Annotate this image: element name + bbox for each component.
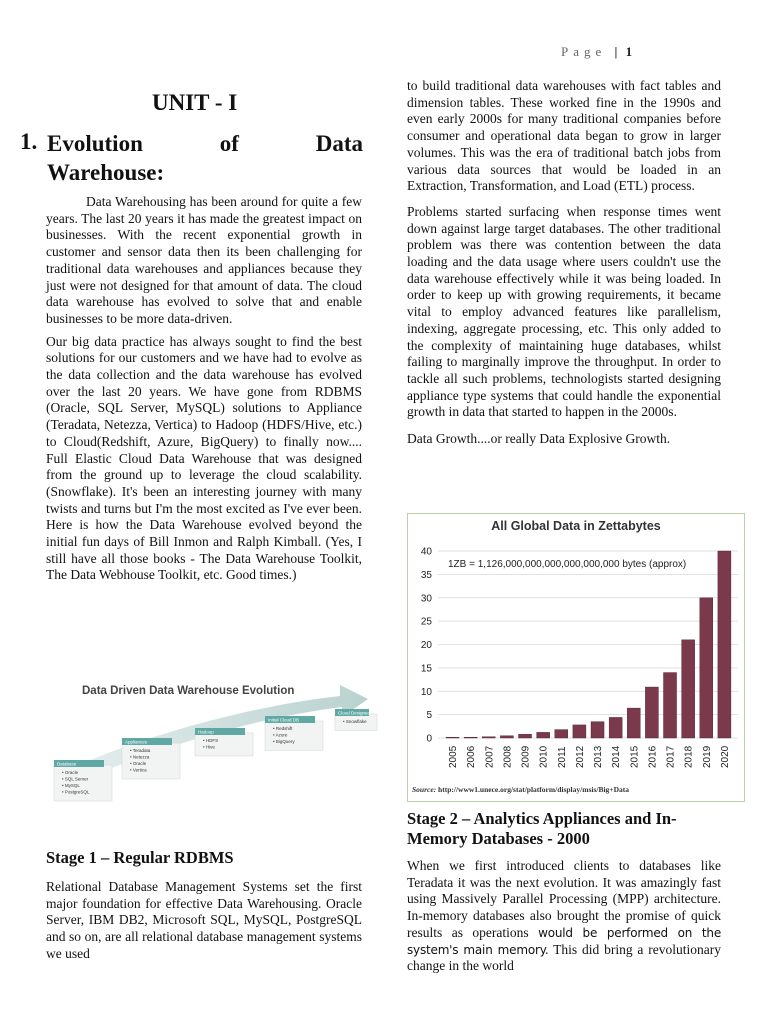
x-tick-label: 2019 (701, 745, 713, 768)
paragraph: Data Growth....or really Data Explosive Growth. (407, 431, 671, 447)
stage-item: • Oracle (62, 770, 79, 775)
x-tick-label: 2020 (719, 745, 731, 768)
evolution-diagram (50, 676, 380, 806)
x-tick-label: 2015 (629, 745, 641, 768)
stage-item: • BigQuery (273, 739, 295, 744)
bar (627, 708, 640, 738)
chart-source (412, 785, 629, 794)
stage2-heading: Stage 2 – Analytics Appliances and In-Memory Databases - 2000 (407, 809, 677, 848)
diagram-stage (122, 738, 180, 779)
page-number: Page | 1 (561, 44, 633, 59)
section-title-word: Data (315, 131, 363, 156)
section-title-word: of (219, 131, 239, 156)
paragraph: Our big data practice has always sought to find the best solutions for our customers and we have had to evolve as the data collection and the data warehouse has evolved over the last 20 years. We have gone from RDBMS (Oracle, SQL Server, MySQL) solutions to Appliance (Teradata, Netezza, Vertica) to Hadoop (HDFS/Hive, etc.) to Cloud(Redshift, Azure, BigQuery) to finally now.... Full Elastic Cloud Data Warehouse that was designed from the ground up to leverage the cloud scalability. (Snowflake). It's been an interesting journey with many twists and turns but I'm the most excited as I've ever been. Here is how the Data Warehouse evolved beyond the initial fun days of Bill Inmon and Ralph Kimball. (Yes, I still have all those books - The Data Warehouse Toolkit, The Data Webhouse Toolkit, etc. Good times.) (46, 333, 362, 583)
bar (591, 722, 604, 738)
bar (645, 687, 658, 738)
bar (519, 734, 532, 738)
x-tick-label: 2010 (538, 745, 550, 768)
section-title-word: Evolution (47, 131, 143, 156)
bar (573, 725, 586, 738)
diagram-stage (54, 760, 112, 801)
x-tick-label: 2013 (593, 745, 605, 768)
right-column-text (407, 78, 721, 448)
stage-label: Appliances (125, 739, 148, 745)
stage1-text (46, 879, 362, 963)
source-url: http://www1.unece.org/stat/platform/display/msis/Big+Data (438, 785, 629, 794)
stage-item: • Snowflake (343, 719, 367, 724)
intro-text (46, 194, 362, 584)
bar (537, 732, 550, 738)
alt-font-text: would be performed on the system's main memory. (407, 925, 721, 957)
stage-item: • HDFS (203, 738, 219, 743)
x-tick-label: 2017 (665, 745, 677, 768)
stage-item: • MySQL (62, 783, 80, 788)
bar (700, 598, 713, 738)
data-growth-chart (407, 513, 745, 802)
stage-label: Database (57, 761, 77, 767)
stage-item: • Teradata (130, 748, 151, 753)
paragraph: When we first introduced clients to databases like Teradata it was the next evolution. It was amazingly fast using Massively Parallel Processing (MPP) architecture. In-memory databases also brought the promise of quick results as operations would be performed on the system's main memory. This did bring a revolutionary change in the world (407, 858, 721, 974)
x-tick-label: 2005 (448, 745, 460, 768)
bar (609, 717, 622, 738)
stage-item: • Hive (203, 744, 215, 750)
x-tick-label: 2018 (683, 745, 695, 768)
stage-item: • Oracle (130, 761, 147, 766)
stage-item: • SQL Server (62, 776, 89, 782)
x-tick-label: 2014 (611, 745, 623, 768)
y-tick-label: 35 (420, 569, 432, 581)
paragraph: Data Warehousing has been around for quite a few years. The last 20 years it has made the greatest impact on businesses. With the recent exponential growth in customer and sensor data then its been challenging for traditional data warehouses and appliances because they just were not designed for that amount of data. The cloud data warehouse has evolved to solve that and enable businesses to be more data-driven. (46, 194, 362, 326)
x-tick-label: 2009 (520, 745, 532, 768)
bar (682, 640, 695, 738)
stage-label: Hadoop (198, 729, 214, 735)
bar (718, 551, 731, 738)
x-tick-label: 2008 (502, 745, 514, 768)
chart-title: All Global Data in Zettabytes (491, 519, 661, 533)
y-tick-label: 15 (420, 663, 432, 675)
x-tick-label: 2011 (556, 746, 568, 768)
bar (500, 736, 513, 738)
stage-label: Cloud Designed (338, 710, 371, 716)
stage-item: • Redshift (273, 726, 293, 731)
y-tick-label: 10 (420, 686, 432, 698)
paragraph: Problems started surfacing when response times went down against large target databases. The other traditional problem was there was contention between the data loading and the data usage where users couldn't use the data warehouse effectively while it was being loaded. In order to keep up with growing requirements, it became vital to employ advanced features like parallelism, indexing, aggregate processing, etc. This only added to the complexity of maintaining huge databases, whilst failing to marginally improve the throughput. In order to tackle all such problems, technologists started designing appliance type systems that could handle the exponential growth in data that started to happen in the 2000s. (407, 203, 721, 420)
bar (555, 730, 568, 738)
bar (464, 737, 477, 738)
stage-item: • PostgreSQL (62, 789, 90, 795)
stage-item: • Azure (273, 732, 288, 738)
unit-title: UNIT - I (152, 90, 238, 115)
diagram-stage (335, 709, 377, 731)
paragraph: to build traditional data warehouses with fact tables and dimension tables. These worked fine in the 1990s and even early 2000s for many traditional companies before consumer and operational data began to grow in larger volumes. This was the era of traditional batch jobs from various data sources that would be loaded in an Extraction, Transformation, and Load (ETL) process. (407, 78, 721, 194)
x-tick-label: 2012 (574, 745, 586, 768)
bar (664, 673, 677, 738)
stage-item: • Netezza (130, 754, 150, 760)
y-tick-label: 25 (420, 616, 432, 628)
paragraph: Relational Database Management Systems set the first major foundation for effective Data Warehousing. Oracle Server, IBM DB2, Microsoft SQL, MySQL, PostgreSQL and so on, are all relational database management systems we used (46, 879, 362, 961)
stage1-heading: Stage 1 – Regular RDBMS (46, 848, 234, 867)
bar (446, 737, 459, 738)
diagram-stage (195, 728, 253, 756)
section-title (47, 129, 363, 187)
x-tick-label: 2016 (647, 745, 659, 768)
bar (482, 737, 495, 738)
y-tick-label: 40 (420, 546, 432, 558)
stage2-text (407, 858, 721, 975)
stage-label: Initial Cloud DB (268, 717, 300, 723)
y-tick-label: 0 (426, 733, 432, 745)
stage-item: • Vertica (130, 767, 147, 773)
section-title-line2: Warehouse: (47, 160, 165, 185)
x-tick-label: 2007 (484, 745, 496, 768)
y-tick-label: 30 (420, 593, 432, 605)
diagram-title: Data Driven Data Warehouse Evolution (82, 685, 295, 697)
chart-annotation: 1ZB = 1,126,000,000,000,000,000,000 bytes (approx) (448, 559, 687, 570)
x-tick-label: 2006 (466, 745, 478, 768)
y-tick-label: 20 (420, 640, 432, 651)
source-label: Source: (412, 785, 437, 794)
y-tick-label: 5 (426, 710, 432, 722)
diagram-stage (265, 716, 323, 751)
section-number: 1. (20, 129, 38, 154)
